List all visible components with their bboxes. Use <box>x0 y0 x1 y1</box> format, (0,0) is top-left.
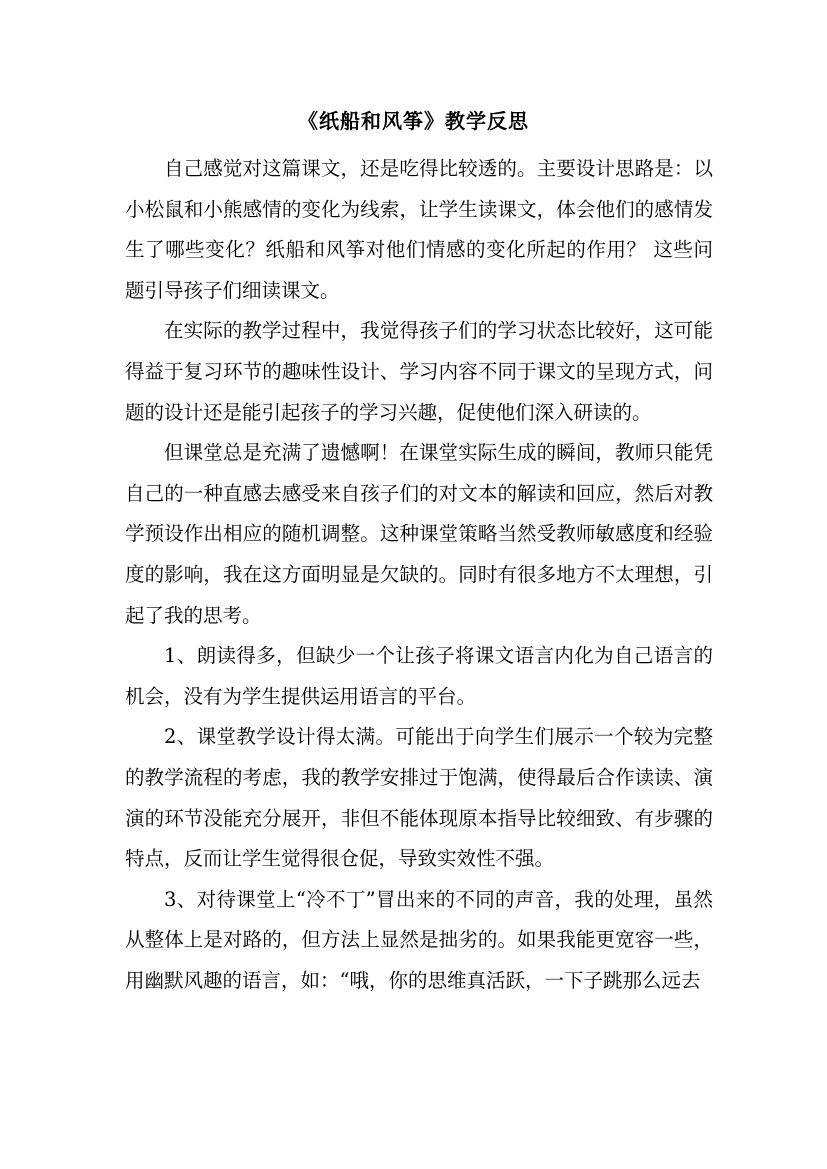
document-title: 《纸船和风筝》教学反思 <box>298 109 529 133</box>
paragraph-teaching-process: 在实际的教学过程中，我觉得孩子们的学习状态比较好，这可能得益于复习环节的趣味性设计、学习内容不同于课文的呈现方式，问题的设计还是能引起孩子的学习兴趣，促使他们深入研读的。 <box>125 319 713 424</box>
paragraph-point-3: 3、对待课堂上“冷不丁”冒出来的不同的声音，我的处理，虽然从整体上是对路的，但方法上显然是拙劣的。如果我能更宽容一些，用幽默风趣的语言，如：“哦，你的思维真活跃，一下子跳那么远去 <box>125 887 713 992</box>
paragraph-design-idea: 自己感觉对这篇课文，还是吃得比较透的。主要设计思路是：以小松鼠和小熊感情的变化为线索，让学生读课文，体会他们的感情发生了哪些变化？纸船和风筝对他们情感的变化所起的作用？ 这些问题引导孩子们细读课文。 <box>125 157 713 302</box>
document-body <box>125 149 713 1001</box>
paragraph-point-1: 1、朗读得多，但缺少一个让孩子将课文语言内化为自己语言的机会，没有为学生提供运用语言的平台。 <box>125 644 713 708</box>
paragraph-point-2: 2、课堂教学设计得太满。可能出于向学生们展示一个较为完整的教学流程的考虑，我的教学安排过于饱满，使得最后合作读读、演演的环节没能充分展开，非但不能体现原本指导比较细致、有步骤的特点，反而让学生觉得很仓促，导致实效性不强。 <box>125 725 713 871</box>
paragraph-regrets: 但课堂总是充满了遗憾啊！在课堂实际生成的瞬间，教师只能凭自己的一种直感去感受来自孩子们的对文本的解读和回应，然后对教学预设作出相应的随机调整。这种课堂策略当然受教师敏感度和经验度的影响，我在这方面明显是欠缺的。同时有很多地方不太理想，引起了我的思考。 <box>125 441 713 627</box>
